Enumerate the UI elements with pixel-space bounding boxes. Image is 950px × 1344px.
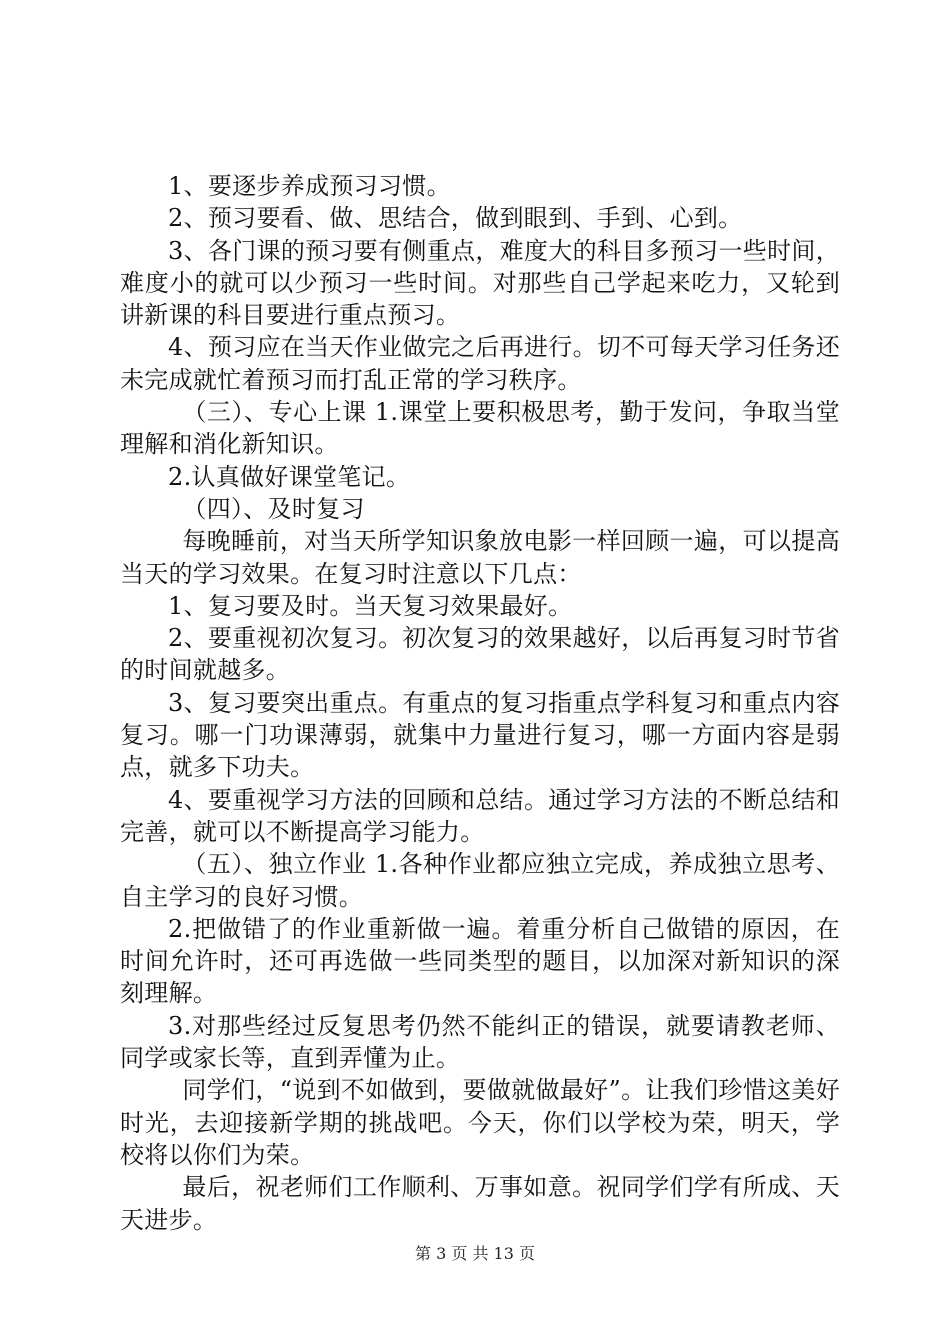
paragraph: 1、要逐步养成预习习惯。 (168, 172, 451, 200)
paragraph: 4、要重视学习方法的回顾和总结。通过学习方法的不断总结和完善，就可以不断提高学习能力。 (120, 785, 840, 846)
section-heading: （四）、及时复习 (182, 494, 365, 523)
document-body (120, 170, 840, 1236)
paragraph: 3.对那些经过反复思考仍然不能纠正的错误，就要请教老师、同学或家长等，直到弄懂为止。 (120, 1011, 840, 1073)
section-heading-paragraph: （三）、专心上课 1.课堂上要积极思考，勤于发问，争取当堂理解和消化新知识。 (120, 398, 840, 459)
paragraph: 每晚睡前，对当天所学知识象放电影一样回顾一遍，可以提高当天的学习效果。在复习时注意以下几点： (120, 527, 840, 588)
paragraph: 3、复习要突出重点。有重点的复习指重点学科复习和重点内容复习。哪一门功课薄弱，就集中力量进行复习，哪一方面内容是弱点，就多下功夫。 (120, 688, 840, 782)
paragraph: 2.把做错了的作业重新做一遍。着重分析自己做错的原因，在时间允许时，还可再选做一些同类型的题目，以加深对新知识的深刻理解。 (120, 914, 840, 1008)
page-number-footer: 第 3 页 共 13 页 (415, 1244, 535, 1263)
paragraph: 2.认真做好课堂笔记。 (168, 462, 411, 491)
paragraph: 最后，祝老师们工作顺利、万事如意。祝同学们学有所成、天天进步。 (120, 1173, 840, 1234)
paragraph: 2、预习要看、做、思结合，做到眼到、手到、心到。 (168, 204, 743, 233)
paragraph: 同学们，“说到不如做到，要做就做最好”。让我们珍惜这美好时光，去迎接新学期的挑战吧。今天，你们以学校为荣，明天，学校将以你们为荣。 (120, 1076, 840, 1169)
paragraph: 4、预习应在当天作业做完之后再进行。切不可每天学习任务还未完成就忙着预习而打乱正常的学习秩序。 (120, 333, 840, 394)
paragraph: 2、要重视初次复习。初次复习的效果越好，以后再复习时节省的时间就越多。 (120, 624, 840, 685)
paragraph: 3、各门课的预习要有侧重点，难度大的科目多预习一些时间，难度小的就可以少预习一些时间。对那些自己学起来吃力，又轮到讲新课的科目要进行重点预习。 (120, 236, 840, 330)
paragraph: 1、复习要及时。当天复习效果最好。 (168, 591, 573, 620)
section-heading-paragraph: （五）、独立作业 1.各种作业都应独立完成，养成独立思考、自主学习的良好习惯。 (120, 850, 840, 911)
